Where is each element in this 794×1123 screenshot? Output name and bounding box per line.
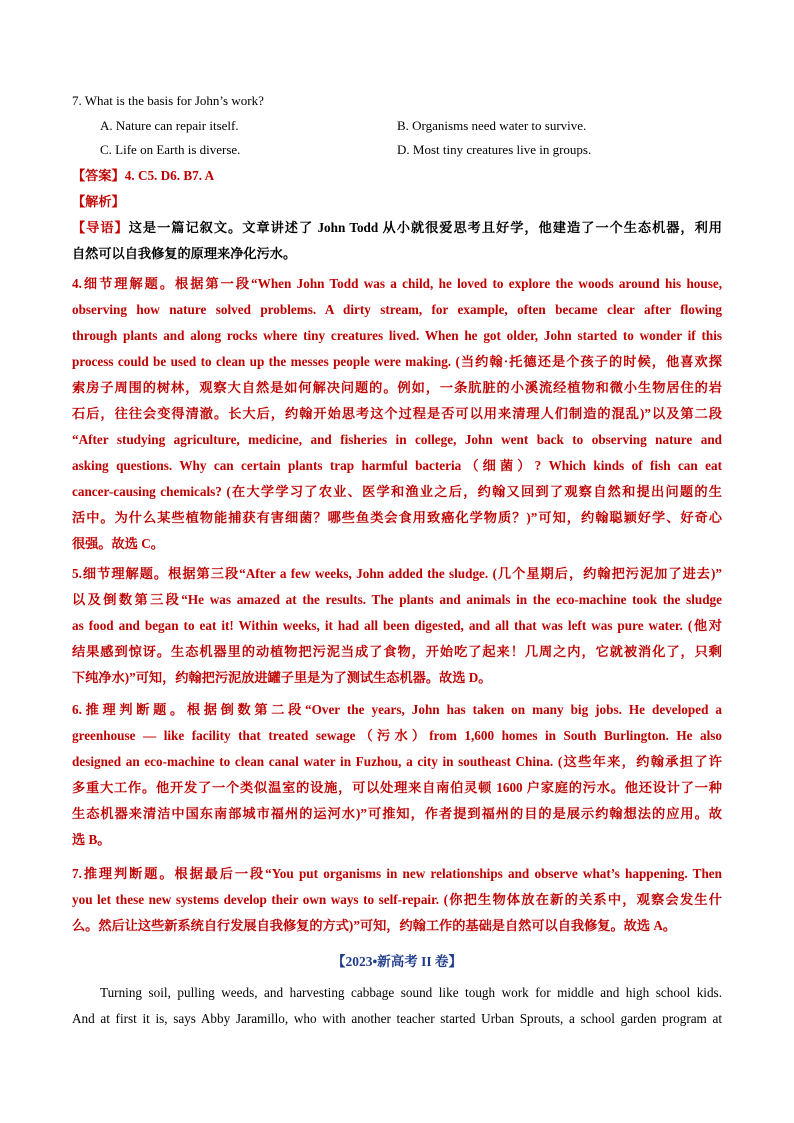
option-d: D. Most tiny creatures live in groups. — [397, 142, 592, 157]
q5-line: as food and began to eat it! Within weeks, it had all been digested, and all that was left was pure water. (他对 — [72, 618, 722, 633]
passage-line: Turning soil, pulling weeds, and harvesting cabbage sound like tough work for middle and high school kids. — [100, 985, 722, 1000]
q4-line: process could be used to clean up the messes people were making. (当约翰·托德还是个孩子的时候，他喜欢探 — [72, 354, 722, 369]
intro-line: 这是一篇记叙文。文章讲述了 John Todd 从小就很爱思考且好学，他建造了一个生态机器，利用 — [128, 220, 722, 235]
q4-line: 活中。为什么某些植物能捕获有害细菌？哪些鱼类会食用致癌化学物质？)”可知，约翰聪颖好学、好奇心 — [72, 510, 722, 525]
intro-line: 自然可以自我修复的原理来净化污水。 — [72, 246, 297, 261]
passage-line: And at first it is, says Abby Jaramillo, who with another teacher started Urban Sprouts, a school garden program at — [72, 1011, 722, 1026]
option-b: B. Organisms need water to survive. — [397, 118, 587, 133]
question-7: 7. What is the basis for John’s work? — [72, 93, 264, 108]
q5-line: 结果感到惊讶。生态机器里的动植物把污泥当成了食物，开始吃了起来！几周之内，它就被消化了，只剩 — [72, 644, 722, 659]
q6-line: 选 B。 — [72, 832, 111, 847]
q6-line: designed an eco-machine to clean canal water in Fuzhou, a city in southeast China. (这些年来，约翰承担了许 — [72, 754, 722, 769]
q6-line: greenhouse — like facility that treated sewage（污水）from 1,600 homes in South Burlington. He also — [72, 728, 722, 743]
q5-line: 以及倒数第三段“He was amazed at the results. The plants and animals in the eco-machine took the sludge — [72, 592, 722, 607]
explanation-q4 — [72, 271, 722, 557]
q4-line: observing how nature solved problems. A dirty stream, for example, often became clear after flowing — [72, 302, 722, 317]
q4-line: asking questions. Why can certain plants trap harmful bacteria（细菌）? Which kinds of fish can eat — [72, 458, 722, 473]
q5-line: 下纯净水)”可知，约翰把污泥放进罐子里是为了测试生态机器。故选 D。 — [72, 670, 492, 685]
intro-label: 【导语】 — [72, 220, 129, 235]
q6-line: 6.推理判断题。根据倒数第二段“Over the years, John has taken on many big jobs. He developed a — [72, 702, 722, 717]
explanation-q7 — [72, 861, 722, 939]
q7-line: you let these new systems develop their own ways to self-repair. (你把生物体放在新的关系中，观察会发生什 — [72, 892, 722, 907]
q6-line: 多重大工作。他开发了一个类似温室的设施，可以处理来自南伯灵顿 1600 户家庭的污水。他还设计了一种 — [72, 780, 722, 795]
q4-line: “After studying agriculture, medicine, and fisheries in college, John went back to observing nature and — [72, 432, 722, 447]
analysis-label: 【解析】 — [72, 194, 125, 209]
q4-line: cancer-causing chemicals? (在大学学习了农业、医学和渔业之后，约翰又回到了观察自然和提出问题的生 — [72, 484, 722, 499]
answer-label: 【答案】 — [72, 168, 125, 183]
q4-line: through plants and along rocks where tiny creatures lived. When he got older, John started to wonder if this — [72, 328, 722, 343]
q7-line: 么。然后让这些新系统自行发展自我修复的方式)”可知，约翰工作的基础是自然可以自我修复。故选 A。 — [72, 918, 677, 933]
q4-line: 索房子周围的树林，观察大自然是如何解决问题的。例如，一条肮脏的小溪流经植物和微小生物居住的岩 — [72, 380, 722, 395]
q6-line: 生态机器来清洁中国东南部城市福州的运河水)”可推知，作者提到福州的目的是展示约翰想法的应用。故 — [72, 806, 722, 821]
q4-line: 4.细节理解题。根据第一段“When John Todd was a child, he loved to explore the woods around his house, — [72, 276, 722, 291]
answer-line — [72, 163, 722, 215]
option-a: A. Nature can repair itself. — [100, 118, 239, 133]
q5-line: 5.细节理解题。根据第三段“After a few weeks, John added the sludge. (几个星期后，约翰把污泥加了进去)” — [72, 566, 722, 581]
intro-block — [72, 215, 722, 267]
section-title: 【2023•新高考 II 卷】 — [332, 954, 462, 969]
reading-passage — [72, 980, 722, 1032]
q4-line: 很强。故选 C。 — [72, 536, 164, 551]
explanation-q5 — [72, 561, 722, 691]
q4-line: 石后，往往会变得清澈。长大后，约翰开始思考这个过程是否可以用来清理人们制造的混乱)”以及第二段 — [72, 406, 722, 421]
answer-value: 4. C5. D6. B7. A — [124, 168, 215, 183]
explanation-q6 — [72, 697, 722, 853]
option-c: C. Life on Earth is diverse. — [100, 142, 241, 157]
q7-line: 7.推理判断题。根据最后一段“You put organisms in new relationships and observe what’s happening. Then — [72, 866, 722, 881]
